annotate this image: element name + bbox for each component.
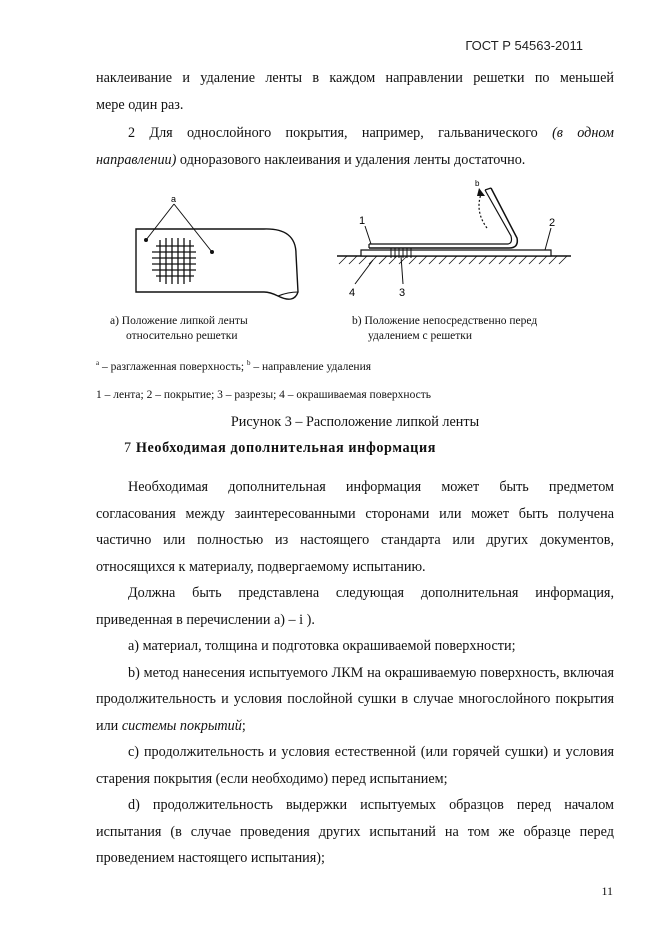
figure-title: Рисунок 3 – Расположение липкой ленты (230, 414, 480, 430)
section-number: 7 (124, 440, 132, 456)
list-item-c: c) продолжительность и условия естественной (или горячей сушки) и условия старения покрытия (если необходимо) перед испытанием; (96, 744, 614, 787)
top-paragraph-line2: мере один раз. (96, 96, 184, 113)
figure-right-drawing (333, 172, 578, 302)
figure-left-label-a: a (171, 196, 177, 204)
caption-a-line1: a) Положение липкой ленты (110, 315, 248, 327)
caption-b (352, 314, 537, 344)
section-heading (124, 440, 436, 457)
footnote-b-text: – направление удаления (250, 360, 372, 373)
figure-right-label-3: 3 (399, 287, 406, 299)
figure-right-label-4: 4 (349, 287, 356, 299)
page-number: 11 (601, 884, 613, 898)
caption-b-line2: удалением с решетки (368, 330, 473, 342)
body-paragraph-1: Необходимая дополнительная информация может быть предметом согласования между заинтересованными сторонами или может быть получена частично или полностью из настоящего стандарта или других документов, относящихся к материалу, подвергаемому испытанию. (96, 479, 614, 575)
figure-footnote (96, 356, 371, 375)
note-2-italic: (в одном направлении) (96, 125, 614, 168)
list-item-d: d) продолжительность выдержки испытуемых образцов перед началом испытания (в случае проведения других испытаний на том же образце перед проведением настоящего испытания); (96, 797, 614, 866)
footnote-b-sup: b (246, 359, 251, 367)
top-paragraph-line1: наклеивание и удаление ленты в каждом направлении решетки по меньшей (96, 70, 614, 86)
top-paragraph (96, 65, 614, 118)
list-item-b (96, 660, 614, 740)
body-paragraph-2: Должна быть представлена следующая дополнительная информация, приведенная в перечислении a) – i ). (96, 585, 614, 628)
figure-left-drawing (128, 196, 308, 306)
note-2-text-a: 2 Для однослойного покрытия, например, гальванического (128, 125, 553, 141)
body-text (96, 474, 614, 872)
caption-a-line2: относительно решетки (126, 330, 238, 342)
list-item-a: a) материал, толщина и подготовка окрашиваемой поверхности; (128, 638, 516, 654)
list-item-b-text: b) метод нанесения испытуемого ЛКМ на окрашиваемую поверхность, включая продолжительность и условия послойной сушки в случае многослойного покрытия или (96, 664, 614, 734)
figure-right-label-1: 1 (359, 215, 366, 227)
footnote-a-sup: a (96, 359, 100, 367)
figure-legend: 1 – лента; 2 – покрытие; 3 – разрезы; 4 – окрашиваемая поверхность (96, 389, 431, 401)
note-2 (96, 120, 614, 173)
list-item-b-italic: системы покрытий (121, 717, 242, 734)
list-item-b-end: ; (241, 717, 246, 734)
footnote-a-text: – разглаженная поверхность; (99, 360, 247, 373)
figure-right-label-b: b (475, 179, 480, 188)
caption-a (110, 314, 248, 344)
section-title: Необходимая дополнительная информация (135, 440, 437, 456)
caption-b-line1: b) Положение непосредственно перед (352, 315, 538, 327)
figure-right-label-2: 2 (549, 217, 556, 229)
note-2-text (96, 120, 614, 173)
document-header: ГОСТ Р 54563-2011 (465, 38, 583, 53)
note-2-text-b: одноразового наклеивания и удаления ленты достаточно. (176, 151, 526, 168)
